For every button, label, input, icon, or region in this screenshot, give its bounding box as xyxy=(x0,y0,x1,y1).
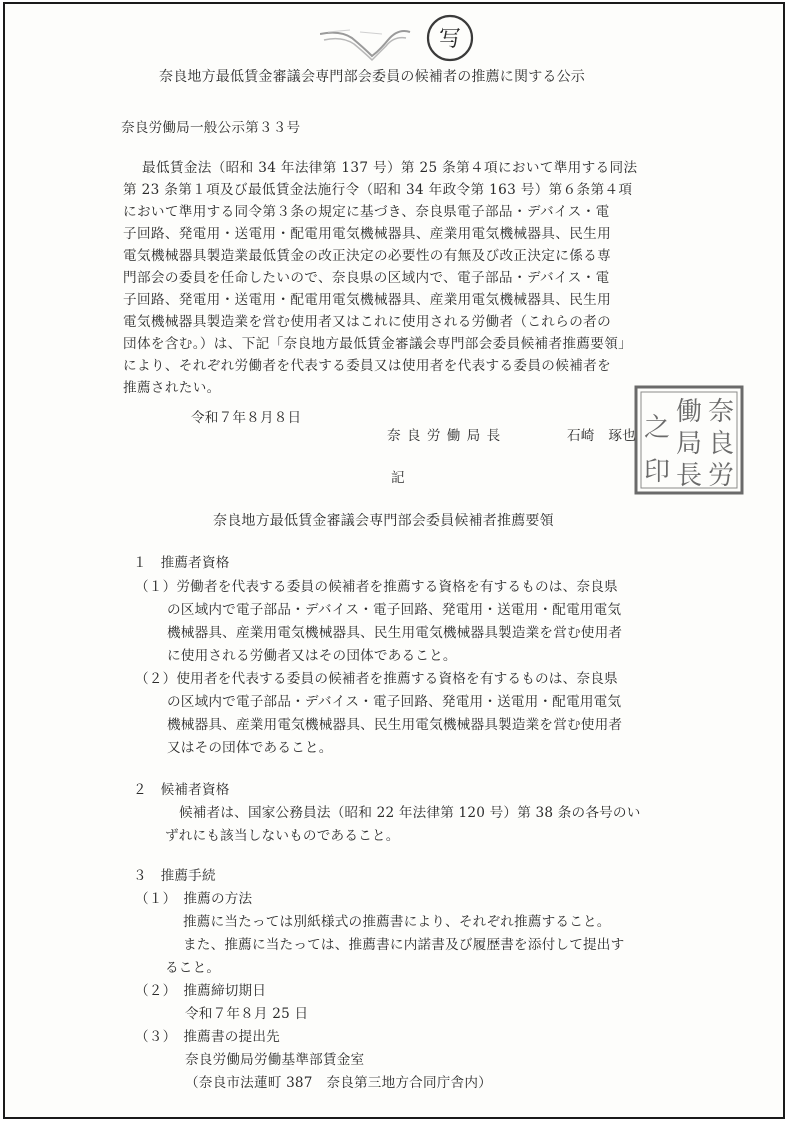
section3-sub3-line: 奈良労働局労働基準部賃金室 xyxy=(185,1052,365,1068)
body-line: 子回路、発電用・送電用・配電用電気機械器具、産業用電気機械器具、民生用 xyxy=(123,226,612,242)
issue-date: 令和７年８月８日 xyxy=(191,410,302,426)
section1-item1-line: に使用される労働者又はその団体であること。 xyxy=(167,648,457,664)
copy-stamp-glyph: 写 xyxy=(438,27,462,52)
section3-sub2-value: 令和７年８月 25 日 xyxy=(185,1006,309,1022)
section1-item2-line: 機械器具、産業用電気機械器具、民生用電気機械器具製造業を営む使用者 xyxy=(167,717,623,733)
section3-sub1-line: また、推薦に当たっては、推薦書に内諾書及び履歴書を添付して提出す xyxy=(183,937,625,953)
section3-sub3-label: （３） 推薦書の提出先 xyxy=(135,1029,280,1045)
body-line: 門部会の委員を任命したいので、奈良県の区域内で、電子部品・デバイス・電 xyxy=(123,270,610,286)
section3-sub2-label: （２） 推薦締切期日 xyxy=(135,983,267,999)
body-line: 電気機械器具製造業を営む使用者又はこれに使用される労働者（これらの者の xyxy=(123,314,612,330)
section3-sub1-line: ること。 xyxy=(165,960,221,976)
document-title: 奈良地方最低賃金審議会専門部会委員の候補者の推薦に関する公示 xyxy=(159,69,585,85)
svg-text:労: 労 xyxy=(707,461,735,491)
svg-text:良: 良 xyxy=(707,429,735,459)
body-line: により、それぞれ労働者を代表する委員又は使用者を代表する委員の候補者を xyxy=(123,358,612,374)
header-emblem-icon xyxy=(320,12,490,68)
guidelines-title: 奈良地方最低賃金審議会専門部会委員候補者推薦要領 xyxy=(213,513,554,529)
section2-line: ずれにも該当しないものであること。 xyxy=(165,828,400,844)
body-line: 団体を含む。）は、下記「奈良地方最低賃金審議会専門部会委員候補者推薦要領」 xyxy=(123,336,633,352)
svg-text:印: 印 xyxy=(643,457,671,487)
body-line: 子回路、発電用・送電用・配電用電気機械器具、産業用電気機械器具、民生用 xyxy=(123,292,612,308)
section1-item2-line: （２）使用者を代表する委員の候補者を推薦する資格を有するものは、奈良県 xyxy=(135,671,618,687)
issuer-title: 奈 良 労 働 局 長 xyxy=(387,428,502,444)
body-line: 第 23 条第１項及び最低賃金法施行令（昭和 34 年政令第 163 号）第６条第４項 xyxy=(123,182,633,198)
body-line: において準用する同令第３条の規定に基づき、奈良県電子部品・デバイス・電 xyxy=(123,204,610,220)
svg-text:働: 働 xyxy=(675,397,703,427)
section2-line: 候補者は、国家公務員法（昭和 22 年法律第 120 号）第 38 条の各号のい xyxy=(179,805,641,821)
body-line: 推薦されたい。 xyxy=(123,380,221,396)
section1-item2-line: の区域内で電子部品・デバイス・電子回路、発電用・送電用・配電用電気 xyxy=(167,694,622,710)
svg-text:局: 局 xyxy=(675,429,703,459)
ki-mark: 記 xyxy=(391,470,405,486)
official-seal-icon xyxy=(633,384,745,496)
section1-item2-line: 又はその団体であること。 xyxy=(167,740,333,756)
document-page xyxy=(3,2,785,1119)
notice-number: 奈良労働局一般公示第３３号 xyxy=(121,120,301,136)
section1-item1-line: の区域内で電子部品・デバイス・電子回路、発電用・送電用・配電用電気 xyxy=(167,602,622,618)
section2-heading: ２ 候補者資格 xyxy=(133,782,230,798)
svg-text:奈: 奈 xyxy=(707,397,735,427)
section1-heading: １ 推薦者資格 xyxy=(133,555,230,571)
svg-text:之: 之 xyxy=(643,413,671,443)
section3-sub1-label: （１） 推薦の方法 xyxy=(135,891,253,907)
body-line: 最低賃金法（昭和 34 年法律第 137 号）第 25 条第４項において準用する同法 xyxy=(142,160,638,176)
body-line: 電気機械器具製造業最低賃金の改正決定の必要性の有無及び改正決定に係る専 xyxy=(123,248,612,264)
section1-item1-line: （１）労働者を代表する委員の候補者を推薦する資格を有するものは、奈良県 xyxy=(135,579,618,595)
svg-text:長: 長 xyxy=(675,461,703,491)
section3-sub3-line: （奈良市法蓮町 387 奈良第三地方合同庁舎内） xyxy=(185,1075,492,1091)
section1-item1-line: 機械器具、産業用電気機械器具、民生用電気機械器具製造業を営む使用者 xyxy=(167,625,623,641)
section3-sub1-line: 推薦に当たっては別紙様式の推薦書により、それぞれ推薦すること。 xyxy=(183,914,611,930)
section3-heading: ３ 推薦手続 xyxy=(133,868,216,884)
issuer-name: 石崎 琢也 xyxy=(567,428,636,444)
